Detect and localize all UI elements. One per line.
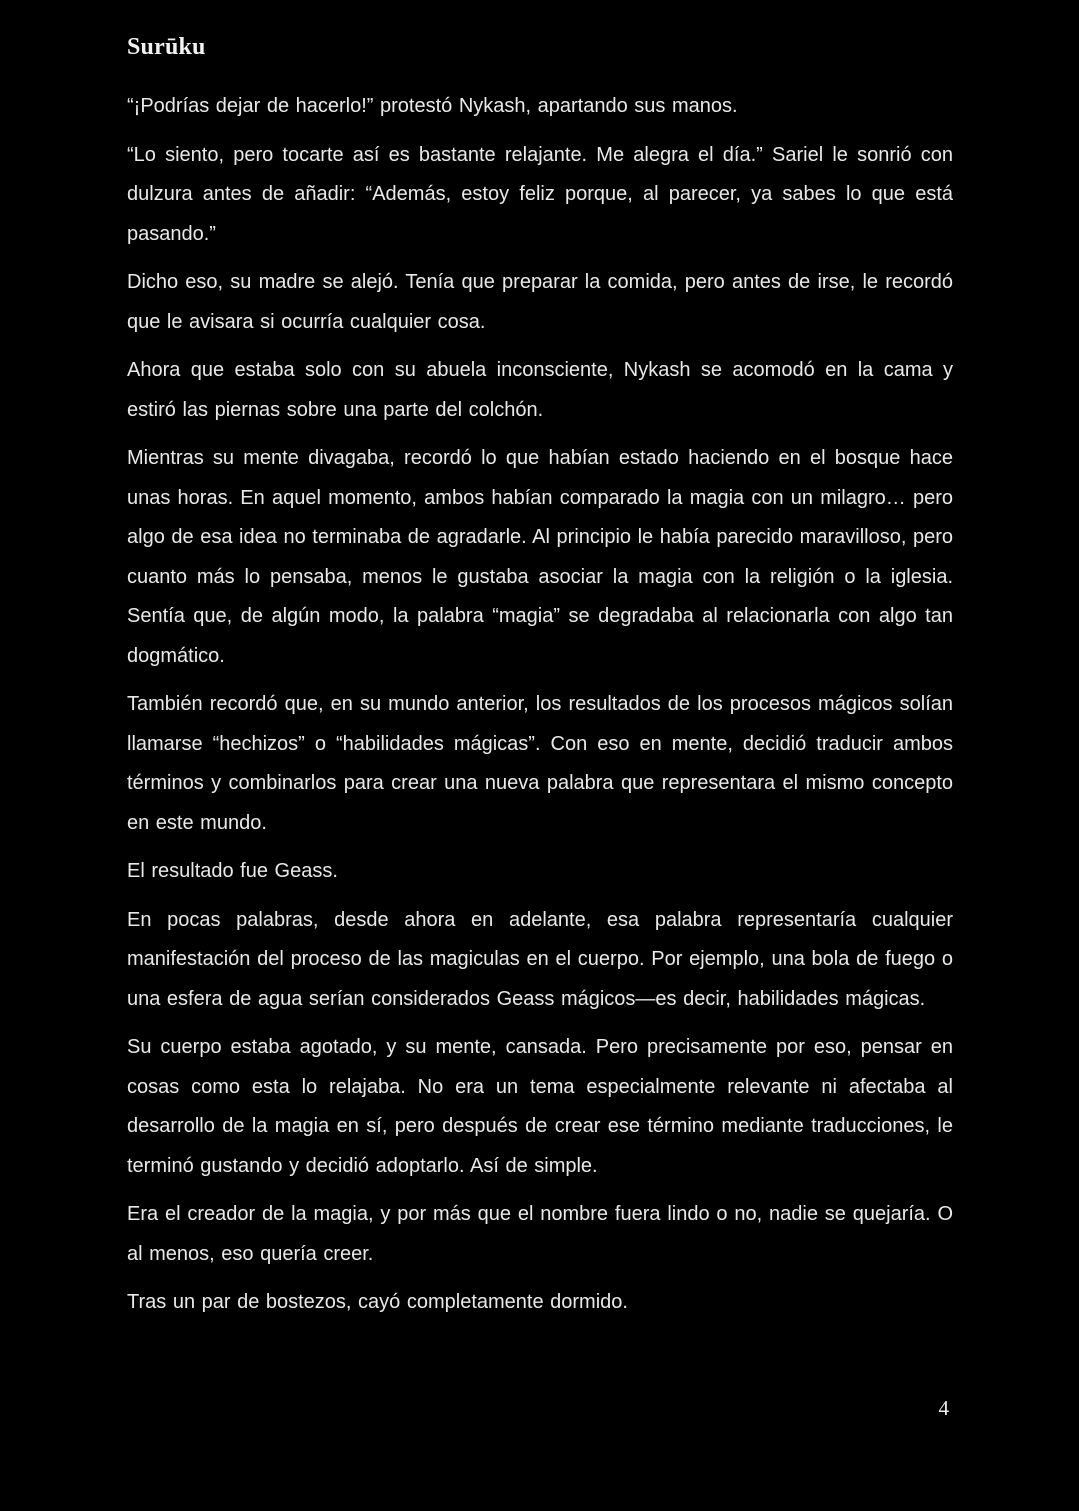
paragraph: Ahora que estaba solo con su abuela inconsciente, Nykash se acomodó en la cama y estiró las piernas sobre una parte del colchón.: [127, 359, 953, 421]
paragraph: El resultado fue Geass.: [127, 860, 338, 882]
page-title: Surūku: [127, 34, 206, 60]
paragraph: Su cuerpo estaba agotado, y su mente, cansada. Pero precisamente por eso, pensar en cosas como esta lo relajaba. No era un tema especialmente relevante ni afectaba al desarrollo de la magia en sí, pero después de crear ese término mediante traducciones, le terminó gustando y decidió adoptarlo. Así de simple.: [127, 1036, 953, 1177]
paragraph: Dicho eso, su madre se alejó. Tenía que preparar la comida, pero antes de irse, le recordó que le avisara si ocurría cualquier cosa.: [127, 271, 953, 333]
page-number: 4: [938, 1396, 949, 1420]
paragraph: Mientras su mente divagaba, recordó lo que habían estado haciendo en el bosque hace unas horas. En aquel momento, ambos habían comparado la magia con un milagro… pero algo de esa idea no terminaba de agradarle. Al principio le había parecido maravilloso, pero cuanto más lo pensaba, menos le gustaba asociar la magia con la religión o la iglesia. Sentía que, de algún modo, la palabra “magia” se degradaba al relacionarla con algo tan dogmático.: [127, 447, 953, 667]
paragraph: “Lo siento, pero tocarte así es bastante relajante. Me alegra el día.” Sariel le sonrió con dulzura antes de añadir: “Además, estoy feliz porque, al parecer, ya sabes lo que está pasando.”: [127, 143, 953, 245]
paragraph: “¡Podrías dejar de hacerlo!” protestó Nykash, apartando sus manos.: [127, 95, 738, 117]
paragraph: Era el creador de la magia, y por más que el nombre fuera lindo o no, nadie se quejaría. O al menos, eso quería creer.: [127, 1203, 953, 1265]
paragraph: También recordó que, en su mundo anterior, los resultados de los procesos mágicos solían llamarse “hechizos” o “habilidades mágicas”. Con eso en mente, decidió traducir ambos términos y combinarlos para crear una nueva palabra que representara el mismo concepto en este mundo.: [127, 693, 953, 834]
paragraph: Tras un par de bostezos, cayó completamente dormido.: [127, 1291, 628, 1313]
paragraph: En pocas palabras, desde ahora en adelante, esa palabra representaría cualquier manifestación del proceso de las magiculas en el cuerpo. Por ejemplo, una bola de fuego o una esfera de agua serían considerados Geass mágicos—es decir, habilidades mágicas.: [127, 908, 953, 1010]
